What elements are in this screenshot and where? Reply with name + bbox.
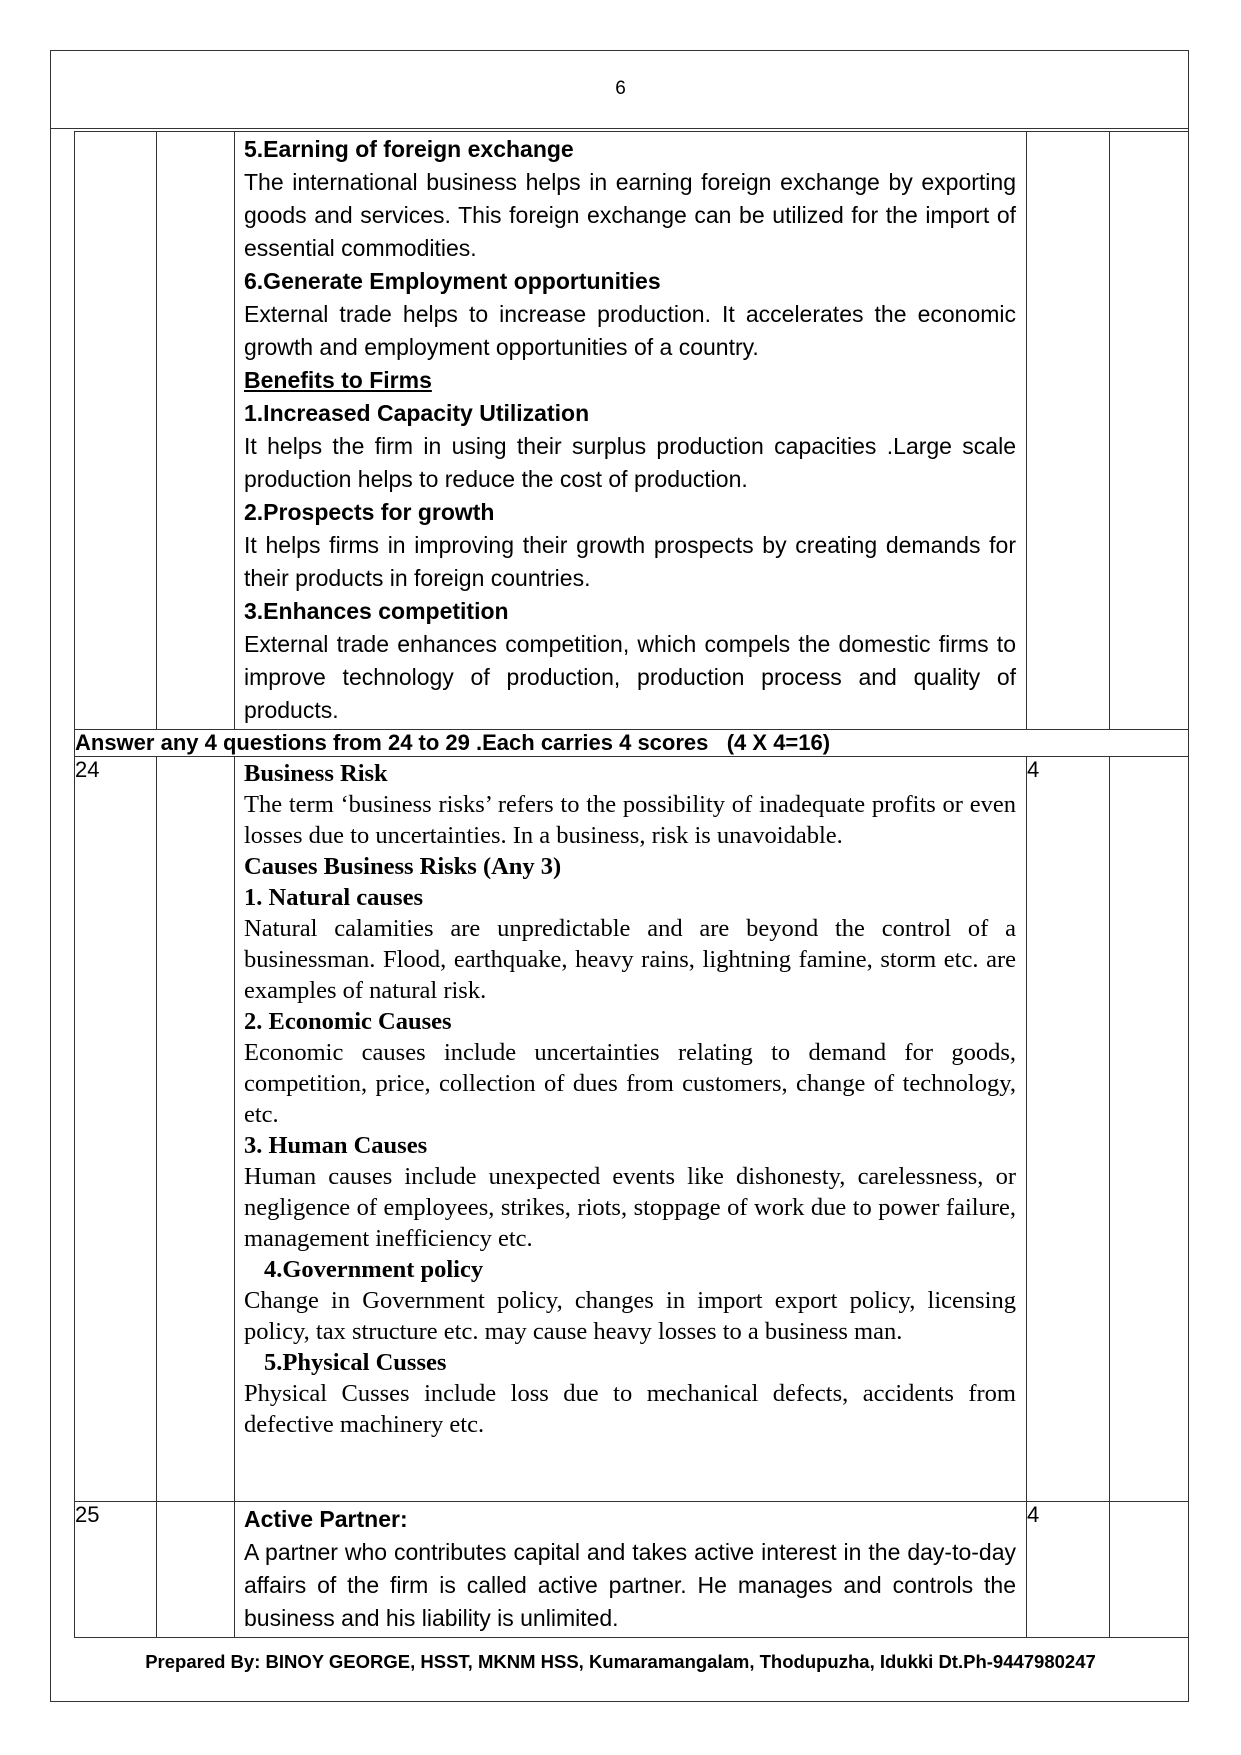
score-cell xyxy=(1027,132,1110,730)
cause-heading: 3. Human Causes xyxy=(244,1132,428,1159)
section-heading: 1.Increased Capacity Utilization xyxy=(244,400,590,426)
continuation-content xyxy=(235,132,1026,729)
section-heading: 2.Prospects for growth xyxy=(244,499,495,525)
table-row-q25 xyxy=(75,1502,1189,1638)
footer-credit: Prepared By: BINOY GEORGE, HSST, MKNM HSS, Kumaramangalam, Thodupuzha, Idukki Dt.Ph-9447980247 xyxy=(145,1651,1096,1672)
question-number: 25 xyxy=(75,1502,157,1638)
cause-heading: 2. Economic Causes xyxy=(244,1008,452,1035)
score: 4 xyxy=(1027,1502,1110,1638)
table-row-continuation xyxy=(75,132,1189,730)
paragraph: It helps firms in improving their growth prospects by creating demands for their products in foreign countries. xyxy=(244,532,1016,591)
question-number: 24 xyxy=(75,757,157,1502)
answer-cell xyxy=(235,132,1027,730)
cause-heading: 1. Natural causes xyxy=(244,884,423,911)
score: 4 xyxy=(1027,757,1110,1502)
paragraph: It helps the firm in using their surplus production capacities .Large scale production helps to reduce the cost of production. xyxy=(244,433,1016,492)
section-heading: 5.Earning of foreign exchange xyxy=(244,136,574,162)
cause-heading: 5.Physical Cusses xyxy=(264,1349,447,1376)
paragraph: External trade helps to increase production. It accelerates the economic growth and employment opportunities of a country. xyxy=(244,301,1016,360)
answer-title: Active Partner: xyxy=(244,1506,408,1532)
sub-cell xyxy=(157,132,235,730)
extra-cell xyxy=(1110,757,1189,1502)
header-divider xyxy=(50,128,1189,129)
answer-table xyxy=(74,131,1189,1638)
sub-cell xyxy=(157,757,235,1502)
page-number: 6 xyxy=(615,78,626,99)
instruction-row xyxy=(75,730,1189,757)
paragraph: Physical Cusses include loss due to mechanical defects, accidents from defective machinery etc. xyxy=(244,1380,1016,1438)
answer-cell xyxy=(235,1502,1027,1638)
section-heading: 6.Generate Employment opportunities xyxy=(244,268,661,294)
q25-content xyxy=(235,1502,1026,1637)
firms-heading: Benefits to Firms xyxy=(244,367,432,393)
paragraph: External trade enhances competition, which compels the domestic firms to improve technology of production, production process and quality of products. xyxy=(244,631,1016,723)
table-row-q24 xyxy=(75,757,1189,1502)
paragraph: The term ‘business risks’ refers to the possibility of inadequate profits or even losses due to uncertainties. In a business, risk is unavoidable. xyxy=(244,791,1016,849)
q24-content xyxy=(235,757,1026,1442)
paragraph: A partner who contributes capital and takes active interest in the day-to-day affairs of the firm is called active partner. He manages and controls the business and his liability is unlimited. xyxy=(244,1539,1016,1631)
paragraph: Economic causes include uncertainties relating to demand for goods, competition, price, collection of dues from customers, change of technology, etc. xyxy=(244,1039,1016,1128)
paragraph: The international business helps in earning foreign exchange by exporting goods and services. This foreign exchange can be utilized for the import of essential commodities. xyxy=(244,169,1016,261)
extra-cell xyxy=(1110,1502,1189,1638)
answer-title: Business Risk xyxy=(244,760,388,787)
paragraph: Natural calamities are unpredictable and are beyond the control of a businessman. Flood, earthquake, heavy rains, lightning famine, storm etc. are examples of natural risk. xyxy=(244,915,1016,1004)
section-heading: 3.Enhances competition xyxy=(244,598,509,624)
paragraph: Change in Government policy, changes in import export policy, licensing policy, tax structure etc. may cause heavy losses to a business man. xyxy=(244,1287,1016,1345)
paragraph: Human causes include unexpected events like dishonesty, carelessness, or negligence of employees, strikes, riots, stoppage of work due to power failure, management inefficiency etc. xyxy=(244,1163,1016,1252)
instruction-text: Answer any 4 questions from 24 to 29 .Each carries 4 scores (4 X 4=16) xyxy=(75,730,1189,757)
cause-heading: 4.Government policy xyxy=(264,1256,484,1283)
sub-cell xyxy=(157,1502,235,1638)
answer-cell xyxy=(235,757,1027,1502)
extra-cell xyxy=(1110,132,1189,730)
causes-heading: Causes Business Risks (Any 3) xyxy=(244,853,562,880)
qno-cell xyxy=(75,132,157,730)
